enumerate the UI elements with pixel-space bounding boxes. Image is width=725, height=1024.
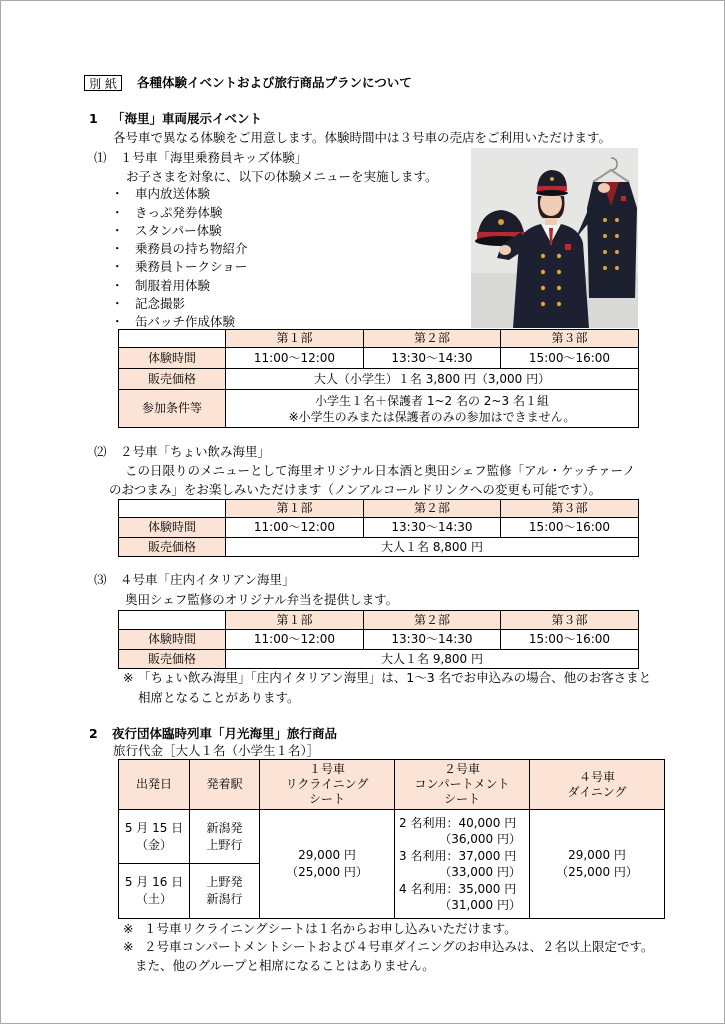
price-caption: 旅行代金［大人１名（小学生１名）］ — [113, 743, 320, 758]
car1-header — [260, 760, 395, 810]
part-3-header: 第３部 — [501, 330, 639, 348]
condition-note: ※小学生のみまたは保護者のみの参加はできません。 — [288, 409, 576, 424]
car2-header-line: シート — [443, 792, 480, 806]
car1-intro: お子さまを対象に、以下の体験メニューを実施します。 — [126, 169, 438, 184]
child-price: （25,000 円） — [286, 865, 368, 879]
car1-header-line: リクライニング — [285, 777, 369, 791]
car2-price-cell — [395, 810, 530, 919]
car4-title: ４号車「庄内イタリアン海里」 — [120, 572, 295, 587]
part-2-header: 第２部 — [364, 500, 501, 518]
night-train-price-table — [118, 759, 665, 919]
section-2-number: 2 — [89, 726, 98, 741]
child-price: （33,000 円） — [439, 865, 521, 879]
time-label: 体験時間 — [119, 348, 226, 369]
adult-price: 29,000 円 — [568, 848, 626, 862]
adult-price: 3 名利用：37,000 円 — [399, 848, 517, 863]
note-marker: ※ — [123, 670, 134, 685]
crew-uniform-photo — [471, 148, 638, 328]
part-2-header: 第２部 — [364, 330, 501, 348]
document-title: 各種体験イベントおよび旅行商品プランについて — [137, 75, 412, 90]
car1-header-line: シート — [308, 792, 345, 806]
trip-2-date — [119, 864, 190, 919]
note-car2-car4: ２号車コンパートメントシートおよび４号車ダイニングのお申込みは、２名以上限定です。 — [144, 939, 654, 954]
part-1-header: 第１部 — [226, 330, 364, 348]
part-1-time: 11:00～12:00 — [226, 630, 364, 650]
list-item: 乗務員の持ち物紹介 — [135, 241, 248, 256]
table-corner — [119, 500, 226, 518]
time-label: 体験時間 — [119, 630, 226, 650]
trip-1-stations — [190, 810, 260, 864]
part-1-header: 第１部 — [226, 500, 364, 518]
trip-1-date — [119, 810, 190, 864]
part-2-time: 13:30～14:30 — [364, 518, 501, 538]
child-price: （25,000 円） — [556, 865, 638, 879]
list-item: 缶バッチ作成体験 — [135, 314, 236, 329]
list-bullet: ・ — [111, 259, 124, 274]
car2-header — [395, 760, 530, 810]
list-item: 制服着用体験 — [135, 278, 211, 293]
note-car1: １号車リクライニングシートは１名からお申し込みいただけます。 — [144, 921, 517, 936]
date-header: 出発日 — [119, 760, 190, 810]
table-corner — [119, 330, 226, 348]
arrival-text: 新潟行 — [206, 892, 243, 906]
list-bullet: ・ — [111, 241, 124, 256]
table-corner — [119, 611, 226, 630]
arrival-text: 上野行 — [206, 837, 243, 852]
car2-title: ２号車「ちょい飲み海里」 — [120, 444, 271, 459]
child-price: （36,000 円） — [439, 832, 521, 846]
part-2-header: 第２部 — [364, 611, 501, 630]
price-value: 大人１名 9,800 円 — [226, 650, 639, 669]
car1-number: ⑴ — [94, 150, 107, 165]
adult-price: 2 名利用：40,000 円 — [399, 815, 517, 830]
car1-header-line: １号車 — [308, 762, 345, 776]
departure-text: 上野発 — [206, 875, 243, 889]
list-bullet: ・ — [111, 314, 124, 329]
list-item: スタンパー体験 — [135, 223, 222, 238]
list-bullet: ・ — [111, 223, 124, 238]
part-1-time: 11:00～12:00 — [226, 518, 364, 538]
list-bullet: ・ — [111, 296, 124, 311]
condition-value — [226, 390, 639, 428]
date-text: 5 月 15 日 — [124, 820, 184, 835]
part-3-time: 15:00～16:00 — [501, 518, 639, 538]
price-value: 大人（小学生）１名 3,800 円（3,000 円） — [226, 369, 639, 390]
car4-header-line: ４号車 — [578, 769, 615, 784]
part-2-time: 13:30～14:30 — [364, 348, 501, 369]
list-item: 記念撮影 — [135, 296, 186, 311]
list-item: 車内放送体験 — [135, 186, 211, 201]
car4-table — [118, 610, 639, 669]
car4-price-cell — [530, 810, 665, 919]
note-marker: ※ — [123, 939, 134, 954]
condition-label: 参加条件等 — [119, 390, 226, 428]
part-1-header: 第１部 — [226, 611, 364, 630]
car4-description: 奥田シェフ監修のオリジナル弁当を提供します。 — [125, 592, 399, 607]
part-2-time: 13:30～14:30 — [364, 630, 501, 650]
section-2-title: 夜行団体臨時列車「月光海里」旅行商品 — [112, 726, 338, 741]
section-1-title: 「海里」車両展示イベント — [112, 111, 263, 126]
list-item: 乗務員トークショー — [135, 259, 248, 274]
list-bullet: ・ — [111, 205, 124, 220]
car2-price-list — [399, 815, 521, 914]
price-label: 販売価格 — [119, 650, 226, 669]
car2-description-line-2: のおつまみ」をお楽しみいただけます（ノンアルコールドリンクへの変更も可能です）。 — [109, 482, 602, 497]
section-1-intro: 各号車で異なる体験をご用意します。体験時間中は３号車の売店をご利用いただけます。 — [113, 130, 612, 145]
part-3-time: 15:00～16:00 — [501, 348, 639, 369]
car4-header-line: ダイニング — [567, 784, 627, 799]
car1-price-cell — [260, 810, 395, 919]
time-label: 体験時間 — [119, 518, 226, 538]
note-line-1: 「ちょい飲み海里」「庄内イタリアン海里」は、1～3 名でお申込みの場合、他のお客さまと — [138, 670, 652, 685]
departure-text: 新潟発 — [206, 820, 243, 835]
station-header: 発着駅 — [190, 760, 260, 810]
kids-experience-table — [118, 329, 639, 428]
condition-line: 小学生１名＋保護者 1~2 名の 2~3 名１組 — [315, 393, 549, 408]
car1-title: １号車「海里乗務員キッズ体験」 — [120, 150, 308, 165]
note-car2-car4-continued: また、他のグループと相席になることはありません。 — [135, 958, 435, 973]
car4-header — [530, 760, 665, 810]
date-text: 5 月 16 日 — [124, 875, 184, 889]
part-3-header: 第３部 — [501, 611, 639, 630]
price-label: 販売価格 — [119, 538, 226, 557]
attachment-tag: 別 紙 — [84, 75, 122, 91]
note-line-2: 相席となることがあります。 — [138, 690, 300, 705]
weekday-text: （土） — [135, 892, 172, 906]
note-marker: ※ — [123, 921, 134, 936]
car2-description-line-1: この日限りのメニューとして海里オリジナル日本酒と奥田シェフ監修「アル・ケッチァーノ — [125, 463, 636, 478]
price-value: 大人１名 8,800 円 — [226, 538, 639, 557]
child-price: （31,000 円） — [439, 898, 521, 912]
part-1-time: 11:00～12:00 — [226, 348, 364, 369]
car2-table — [118, 499, 639, 557]
list-item: きっぷ発券体験 — [135, 205, 223, 220]
car2-header-line: ２号車 — [443, 762, 480, 776]
part-3-header: 第３部 — [501, 500, 639, 518]
adult-price: 4 名利用：35,000 円 — [399, 881, 517, 896]
list-bullet: ・ — [111, 186, 124, 201]
section-1-number: 1 — [89, 111, 98, 126]
car2-number: ⑵ — [94, 444, 107, 459]
price-label: 販売価格 — [119, 369, 226, 390]
car2-header-line: コンパートメント — [414, 777, 510, 791]
adult-price: 29,000 円 — [298, 848, 356, 862]
car4-number: ⑶ — [94, 572, 107, 587]
trip-2-stations — [190, 864, 260, 919]
part-3-time: 15:00～16:00 — [501, 630, 639, 650]
list-bullet: ・ — [111, 278, 124, 293]
weekday-text: （金） — [135, 837, 172, 852]
